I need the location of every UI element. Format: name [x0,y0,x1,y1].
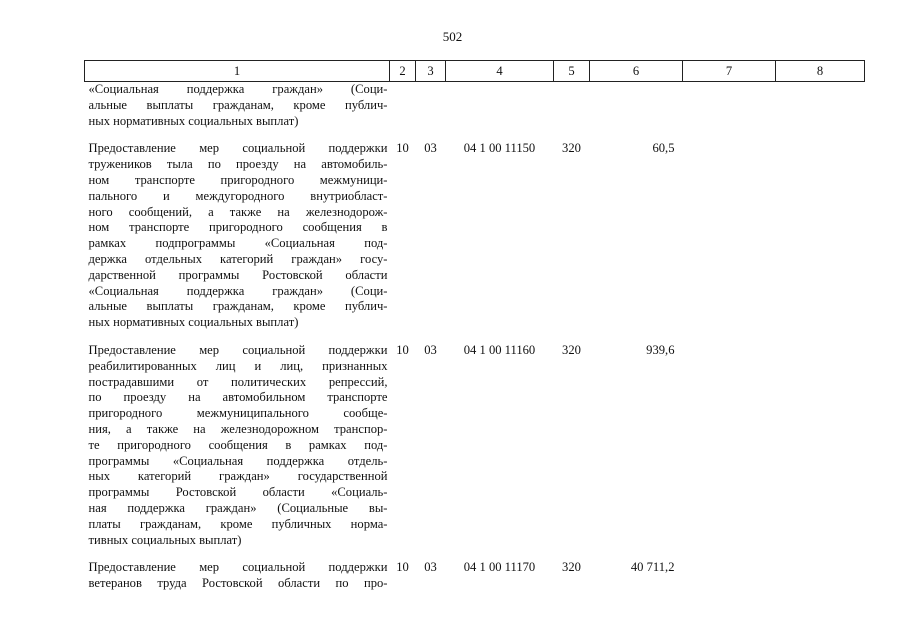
column-header: 4 [446,61,554,82]
expense-description [85,141,390,331]
description-line: дарственной программы Ростовской области [88,267,388,282]
subsection-code: 03 [424,342,437,357]
budget-table [84,60,865,592]
subsection-code: 03 [424,141,437,156]
description-line: пригородного межмуниципального сообще- [88,406,388,421]
target-article-code: 04 1 00 11160 [463,342,536,357]
column-header-row [85,61,865,82]
description-line: программы «Социальная поддержка отдель- [88,453,388,468]
target-article-code: 04 1 00 11150 [463,141,536,156]
row-spacer [85,129,865,141]
description-line: держка отдельных категорий граждан» госу- [88,251,388,266]
expense-description [85,82,390,130]
description-line: ного сообщений, а также на железнодорож- [88,204,388,219]
column-header: 5 [554,61,590,82]
section-code: 10 [396,342,409,357]
column-8-cell [776,560,865,592]
column-7-cell [683,560,776,592]
description-line: Предоставление мер социальной поддержки [88,560,388,575]
description-line: «Социальная поддержка граждан» (Соци- [88,283,388,298]
description-line: тивных социальных выплат) [88,532,242,547]
expense-type-code [554,82,590,130]
description-line: «Социальная поддержка граждан» (Соци- [88,82,388,96]
target-article-code: 04 1 00 11170 [463,560,536,575]
description-line: ных нормативных социальных выплат) [88,315,299,330]
expense-type-code: 320 [562,560,581,575]
column-7-cell [683,82,776,130]
page-number: 502 [442,29,463,44]
description-line: тружеников тыла по проезду на автомобиль- [88,157,388,172]
column-header: 2 [390,61,416,82]
amount-cell: 60,5 [652,141,675,156]
description-line: Предоставление мер социальной поддержки [88,342,388,357]
amount-cell: 40 711,2 [630,560,675,575]
row-spacer [85,331,865,343]
description-line: рамках подпрограммы «Социальная под- [88,236,388,251]
column-header: 3 [416,61,446,82]
column-8-cell [776,343,865,548]
section-code: 10 [396,560,409,575]
description-line: ных категорий граждан» государственной [88,469,388,484]
column-7-cell [683,343,776,548]
table-row [85,141,865,331]
column-header: 1 [85,61,390,82]
table-row [85,343,865,548]
section-code: 10 [396,141,409,156]
description-line: программы Ростовской области «Социаль- [88,485,388,500]
column-8-cell [776,82,865,130]
amount-cell: 939,6 [646,342,675,357]
description-line: ветеранов труда Ростовской области по про- [88,576,388,591]
expense-type-code: 320 [562,141,581,156]
column-7-cell [683,141,776,331]
description-line: пального и междугородного внутриобласт- [88,188,388,203]
subsection-code [416,82,446,130]
table-row [85,82,865,130]
table-body [85,82,865,592]
expense-description [85,343,390,548]
row-spacer [85,548,865,560]
description-line: ния, а также на железнодорожном транспор- [88,421,388,436]
description-line: ная поддержка граждан» (Социальные вы- [88,500,388,515]
column-header: 8 [776,61,865,82]
description-line: ном транспорте пригородного сообщения в [88,220,388,235]
description-line: ном транспорте пригородного межмуници- [88,172,388,187]
column-header: 6 [590,61,683,82]
description-line: реабилитированных лиц и лиц, признанных [88,358,388,373]
description-line: те пригородного сообщения в рамках под- [88,437,388,452]
table-row [85,560,865,592]
description-line: по проезду на автомобильном транспорте [88,390,388,405]
description-line: альные выплаты гражданам, кроме публич- [88,97,388,112]
expense-description [85,560,390,592]
description-line: платы гражданам, кроме публичных норма- [88,516,388,531]
amount-cell [590,82,683,130]
column-8-cell [776,141,865,331]
column-header: 7 [683,61,776,82]
description-line: Предоставление мер социальной поддержки [88,141,388,156]
description-line: пострадавшими от политических репрессий, [88,374,388,389]
expense-type-code: 320 [562,342,581,357]
description-line: альные выплаты гражданам, кроме публич- [88,299,388,314]
subsection-code: 03 [424,560,437,575]
section-code [390,82,416,130]
description-line: ных нормативных социальных выплат) [88,113,299,128]
target-article-code [446,82,554,130]
